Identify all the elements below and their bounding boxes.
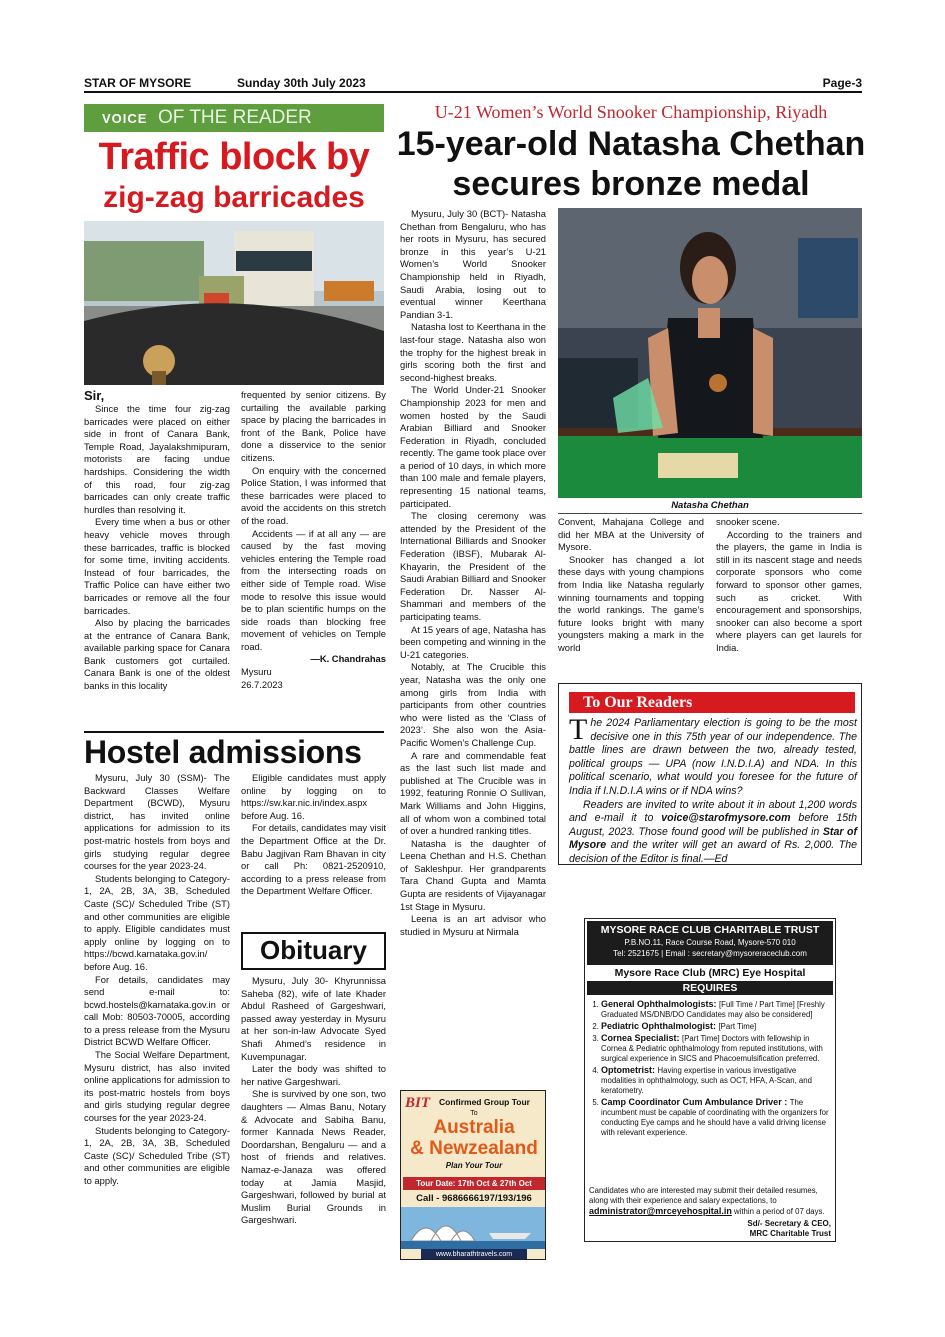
readers-para: and the writer will get an award of Rs. 2,000. The decision of the Editor is final.—Ed	[569, 839, 857, 865]
readers-para: he 2024 Parliamentary election is going to be the most decisive one in this 75th year of our independence. The battle lines are drawn between the two, already tested, political groups — UPA (now I.N.D.I.A) and NDA. In this political scenario, what would you foresee for the future of India if I.N.D.I.A wins or if NDA wins?	[569, 717, 857, 797]
dropcap: T	[569, 713, 588, 746]
note-text: within a period of 07 days.	[731, 1207, 825, 1216]
paragraph: Leena is an art advisor who studied in Mysuru at Nirmala	[400, 913, 546, 937]
opera-house-icon	[401, 1207, 546, 1249]
paragraph: Students belonging to Category-1, 2A, 2B, 3A, 3B, Scheduled Caste (SC)/ Scheduled Tribe (ST) and other communities are eligible to apply. Eligible candidates must apply online by logging on to https://bcwd.karnataka.gov.in/ before Aug. 16.	[84, 872, 230, 972]
vacancy-title: Camp Coordinator Cum Ambulance Driver :	[601, 1097, 790, 1107]
paragraph: Since the time four zig-zag barricades were placed on either side in front of Canara Bank, Temple Road, Jayalakshmipuram, motorists are facing undue hardships. Considering the width of this road, four zig-zag barricades can only create traffic hurdles than resolving it.	[84, 403, 230, 515]
paragraph: snooker scene.	[716, 516, 780, 527]
travel-website[interactable]: www.bharathtravels.com	[421, 1249, 527, 1260]
travel-tag: Confirmed Group Tour	[439, 1097, 530, 1107]
vacancy-detail: [Part Time] Doctors with fellowship in Cornea & Pediatric ophthalmology from reputed institutions, with surgical experience in SICS and Phacoemulsification preferred.	[601, 1034, 823, 1063]
paragraph: Mysuru, July 30 (BCT)- Natasha Chethan from Bengaluru, who has her roots in Mysuru, has secured bronze in this year’s U-21 Women’s World Snooker Championship held in Riyadh, Saudi Arabia, losing out to eventual winner Keerthana Pandian 3-1.	[400, 208, 546, 320]
list-item	[601, 1065, 831, 1096]
race-club-contact: Tel: 2521675 | Email : secretary@mysoreraceclub.com	[613, 949, 807, 958]
race-club-note	[589, 1186, 831, 1217]
race-club-header	[587, 921, 833, 965]
paragraph: The Social Welfare Department, Mysuru district, has also invited online applications for admission to its post-matric hostels from boys and girls studying regular degree courses for the year 2023-24.	[84, 1049, 230, 1124]
paragraph: Also by placing the barricades at the entrance of Canara Bank, available parking space for Canara Bank customers got curtailed. Canara Bank is one of the oldest banks in this locality	[84, 617, 230, 692]
obituary-body	[241, 975, 386, 1227]
vacancy-detail: Having expertise in various investigative modalities in ophthalmology, such as OCT, HFA, A-Scan, and keratometry.	[601, 1066, 812, 1095]
readers-paper: Star of Mysore	[569, 825, 857, 852]
paragraph: The closing ceremony was attended by the President of the International Billiards and Snooker Federation (IBSF), Mubarak Al-Khayarin, the President of the Saudi Arabian Billiard and Snooker Federation Dr. Nasser Al-Shammari and members of the participating teams.	[400, 510, 546, 622]
paragraph: Mysuru, July 30- Khyrunnissa Saheba (82), wife of late Khader Abdul Rasheed of Gargeshwari, passed away yesterday in Mysuru at her son-in-law Advocate Syed Shafi Ahmed’s residence in Kuvempunagar.	[241, 975, 386, 1062]
photo-caption: Natasha Chethan	[671, 500, 749, 511]
race-club-email[interactable]: administrator@mrceyehospital.in	[589, 1206, 732, 1216]
paragraph: According to the trainers and the players, the game in India is still in its nascent stage and needs corporate sponsors who come forward to sponsor other games, such as cricket. With encouragement and sponsorships, snooker can also become a sport where players can get laurels for India.	[716, 528, 862, 653]
headline-line2: zig-zag barricades	[103, 181, 365, 214]
letter-place: Mysuru	[241, 666, 272, 678]
issue-date: Sunday 30th July 2023	[237, 76, 366, 90]
paragraph: Natasha lost to Keerthana in the last-four stage. Natasha also won the trophy for the highest break in girls scoring both the first and second-highest breaks.	[400, 321, 546, 383]
snooker-headline-2: secures bronze medal	[452, 165, 810, 203]
travel-dest-2: & Newzealand	[410, 1138, 538, 1159]
paragraph: A rare and commendable feat as the last such list made and published at The Crucible was in 1992, featuring Ronnie O Sullivan, Mark Williams and John Higgins, all of whom won a combined total of over a hundred ranking titles.	[400, 749, 546, 837]
race-club-subtitle: Mysore Race Club (MRC) Eye Hospital	[614, 967, 806, 979]
section-banner	[84, 104, 384, 132]
travel-dest-1: Australia	[433, 1117, 515, 1138]
race-club-ad	[584, 918, 836, 1242]
list-item	[601, 1097, 831, 1138]
paragraph: Notably, at The Crucible this year, Natasha was the only one among girls from India with participants from other countries who were listed as the ‘Class of 2023’. She also won the Asia-Pacific Women’s Challenge Cup.	[400, 661, 546, 748]
hostel-headline: Hostel admissions	[84, 734, 362, 770]
paper-name: STAR OF MYSORE	[84, 76, 192, 90]
paragraph: For details, candidates may send e-mail to: bcwd.hostels@karnataka.gov.in or call Mob: 80503-70005, according to a press release from the Mysuru District BCWD Welfare Officer.	[84, 973, 230, 1048]
note-text: Candidates who are interested may submit their detailed resumes, along with their experience and salary expectations, to	[589, 1186, 818, 1205]
natasha-photo	[558, 208, 862, 498]
snooker-col-1	[400, 208, 546, 938]
vacancy-title: Cornea Specialist:	[601, 1033, 683, 1043]
race-club-address: P.B.NO.11, Race Course Road, Mysore-570 010	[624, 938, 796, 947]
vacancy-title: Pediatric Ophthalmologist:	[601, 1021, 719, 1031]
snooker-col-2	[558, 516, 704, 655]
paragraph: Convent, Mahajana College and did her MBA at the University of Mysore.	[558, 516, 704, 553]
letter-date: 26.7.2023	[241, 678, 283, 690]
vacancy-title: General Ophthalmologists:	[601, 999, 720, 1009]
vacancy-detail: [Full Time / Part Time] [Freshly Graduated MS/DNB/DO Candidates may also be considered]	[601, 1000, 825, 1019]
snooker-headline-1: 15-year-old Natasha Chethan	[396, 125, 866, 163]
paragraph: Students belonging to Category-1, 2A, 2B, 3A, 3B, Scheduled Caste (SC)/ Scheduled Tribe (ST) and other communities are eligible to apply.	[84, 1124, 230, 1186]
race-club-title: MYSORE RACE CLUB CHARITABLE TRUST	[600, 924, 820, 936]
section-kicker: VOICE	[102, 111, 148, 126]
paragraph: Eligible candidates must apply online by logging on to https://sw.kar.nic.in/index.aspx before Aug. 16.	[241, 772, 386, 821]
obituary-heading: Obituary	[241, 932, 386, 970]
vacancy-detail: The incumbent must be capable of coordinating with the organizers for conducting Eye camps and he should have a valid driving license with relevant experience.	[601, 1098, 829, 1137]
readers-para: Readers are invited to write about it in about 1,200 words and e-mail it to	[569, 798, 857, 825]
paragraph: Later the body was shifted to her native Gargeshwari.	[241, 1063, 386, 1087]
letter-col-1	[84, 389, 230, 693]
signature-line: MRC Charitable Trust	[749, 1229, 831, 1238]
list-item	[601, 1033, 831, 1064]
vacancy-title: Optometrist:	[601, 1065, 658, 1075]
page-number: Page-3	[822, 76, 862, 90]
readers-para: before 15th August, 2023. Those found good will be published in	[569, 812, 857, 838]
headline-line1: Traffic block by	[98, 136, 370, 178]
readers-box	[558, 683, 862, 865]
travel-brand: BIT	[405, 1095, 431, 1111]
paragraph: Snooker has changed a lot these days with young champions from India like Natasha regularly winning tournaments and topping the world rankings. The game’s future looks bright with many youngsters making a mark in the world	[558, 553, 704, 653]
race-club-signature	[747, 1219, 831, 1239]
readers-title: To Our Readers	[569, 692, 855, 713]
paragraph: On enquiry with the concerned Police Station, I was informed that these barricades were placed to avoid the accidents on this stretch of the road.	[241, 464, 386, 526]
masthead-strip	[84, 75, 862, 93]
snooker-col-3	[716, 516, 862, 655]
paragraph: The World Under-21 Snooker Championship 2023 for men and women hosted by the Saudi Arabian Billiard and Snooker Federation in Riyadh, concluded recently. The game took place over a period of 10 days, in which more than 100 male and female players, representing 15 national teams, participated.	[400, 384, 546, 509]
paragraph: Natasha is the daughter of Leena Chethan and H.S. Chethan of Sakleshpur. Her grandparents Tara Chand Gupta and Mamta Gupta are residents of Vijayanagar 1st Stage in Mysuru.	[400, 837, 546, 912]
letter-signature: —K. Chandrahas	[310, 653, 386, 665]
travel-dates: Tour Date: 17th Oct & 27th Oct	[403, 1177, 545, 1190]
hostel-col-1	[84, 772, 230, 1188]
paragraph: Accidents — if at all any — are caused by the fast moving vehicles entering the Temple road from the intersecting roads on either side of Temple road. Wise mode to resolve this issue would be to plan scientific humps on the side roads than blocking free movement of vehicles on Temple road.	[241, 527, 386, 652]
travel-plan: Plan Your Tour	[445, 1161, 503, 1170]
vacancy-list	[589, 999, 831, 1139]
hostel-col-2	[241, 772, 386, 898]
letter-col-2	[241, 389, 386, 691]
readers-body	[569, 713, 857, 867]
list-item	[601, 1021, 831, 1032]
travel-ad	[400, 1090, 546, 1260]
traffic-photo	[84, 221, 384, 385]
paragraph: She is survived by one son, two daughters — Almas Banu, Notary & Advocate and Sabiha Banu, former Kannada News Reader, Doordarshan, Bengaluru — and a host of friends and relatives. Namaz-e-Janaza was offered today at Jamia Masjid, Gargeshwari, followed by burial at Muslim Burial Grounds in Gargeshwari.	[241, 1088, 386, 1226]
list-item	[601, 999, 831, 1020]
salutation: Sir,	[84, 388, 105, 403]
vacancy-detail: [Part Time]	[718, 1022, 757, 1031]
snooker-kicker: U-21 Women’s World Snooker Championship, Riyadh	[434, 102, 828, 122]
paragraph: Mysuru, July 30 (SSM)- The Backward Classes Welfare Department (BCWD), Mysuru district, has invited online applications for admission to its post-matric hostels from boys and girls studying regular degree courses for the year 2023-24.	[84, 772, 230, 872]
paragraph: frequented by senior citizens. By curtailing the available parking space by placing the barricades in front of the Bank, Police have done a disservice to the senior citizens.	[241, 389, 386, 463]
section-title: OF THE READER	[158, 107, 312, 128]
paragraph: For details, candidates may visit the Department Office at the Dr. Babu Jagjivan Ram Bhavan in city or call Ph: 0821-2520910, according to a press release from the Department Welfare Officer.	[241, 822, 386, 897]
signature-line: Sd/- Secretary & CEO,	[747, 1219, 831, 1228]
paragraph: Every time when a bus or other heavy vehicle moves through these barricades, traffic is blocked for some time, inviting accidents. Instead of four barricades, the Traffic Police can have either two barricades or remove all the four barricades.	[84, 516, 230, 616]
travel-to: To	[470, 1110, 478, 1117]
travel-phone: Call - 9686666197/193/196	[416, 1193, 532, 1204]
race-club-requires: REQUIRES	[587, 981, 833, 995]
divider	[558, 513, 862, 514]
paragraph: At 15 years of age, Natasha has been competing and winning in the U-21 categories.	[400, 623, 546, 660]
readers-email[interactable]: voice@starofmysore.com	[661, 812, 791, 825]
